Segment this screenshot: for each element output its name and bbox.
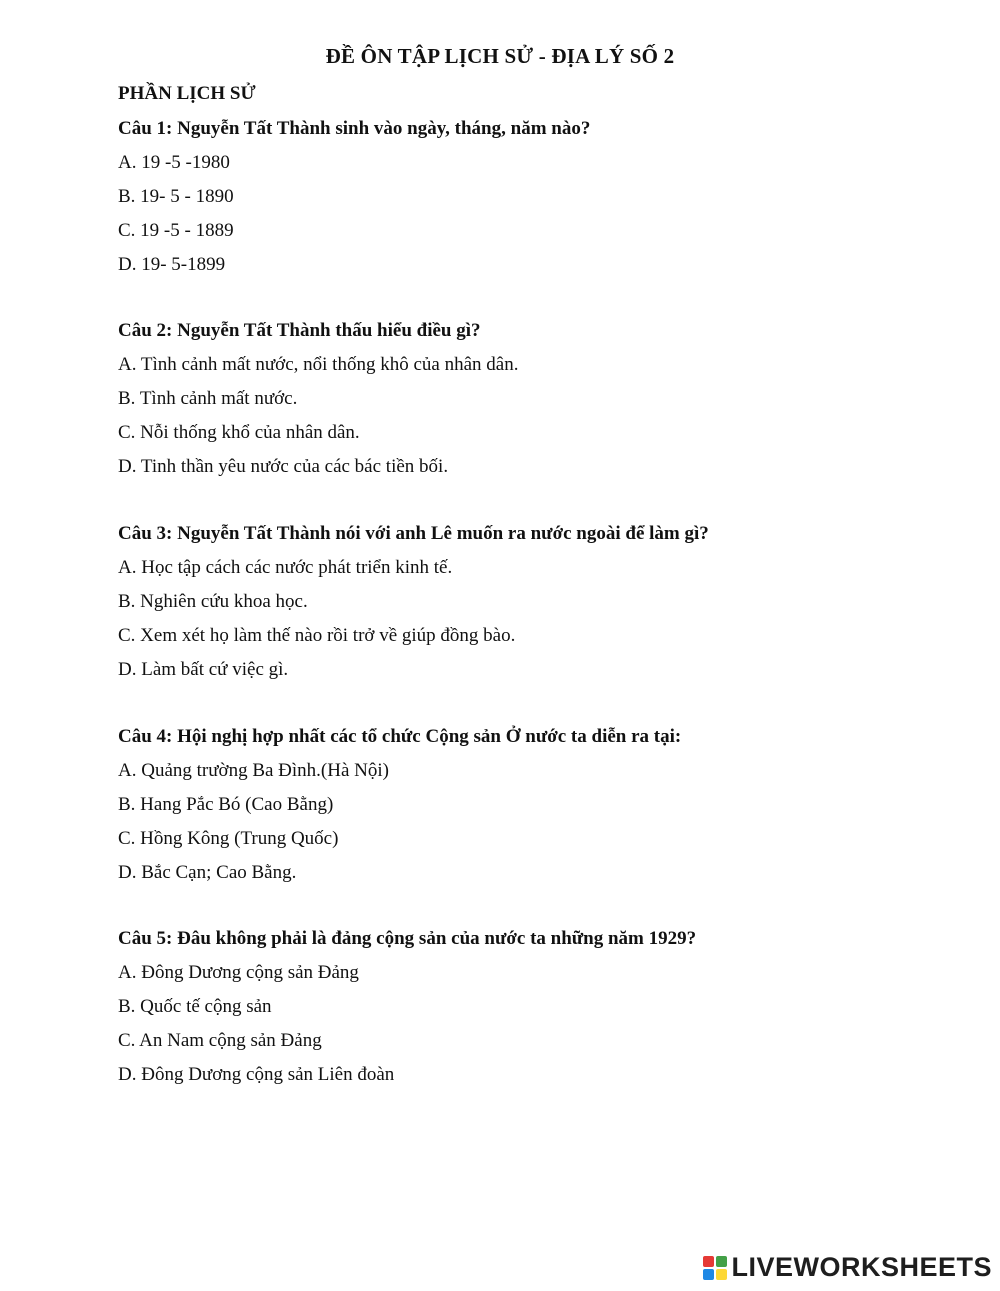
liveworksheets-watermark xyxy=(703,1252,992,1283)
question-2 xyxy=(118,314,518,484)
option-d: D. Tinh thần yêu nước của các bác tiền bối. xyxy=(118,456,449,477)
logo-square-icon xyxy=(716,1269,727,1280)
logo-square-icon xyxy=(703,1256,714,1267)
option-d: D. Làm bất cứ việc gì. xyxy=(118,659,289,680)
option-b: B. Tình cảnh mất nước. xyxy=(118,388,298,409)
question-text: Câu 3: Nguyễn Tất Thành nói với anh Lê muốn ra nước ngoài để làm gì? xyxy=(118,523,709,544)
question-text: Câu 2: Nguyễn Tất Thành thấu hiểu điều gì? xyxy=(118,320,481,341)
option-d: D. Đông Dương cộng sản Liên đoàn xyxy=(118,1064,395,1085)
option-c: C. 19 -5 - 1889 xyxy=(118,220,234,241)
logo-square-icon xyxy=(716,1256,727,1267)
option-b: B. Quốc tế cộng sản xyxy=(118,996,272,1017)
question-1 xyxy=(118,112,590,282)
option-b: B. Nghiên cứu khoa học. xyxy=(118,591,308,612)
option-a: A. Quảng trường Ba Đình.(Hà Nội) xyxy=(118,760,389,781)
document-title: ĐỀ ÔN TẬP LỊCH SỬ - ĐỊA LÝ SỐ 2 xyxy=(325,44,675,68)
question-text: Câu 5: Đâu không phải là đảng cộng sản của nước ta những năm 1929? xyxy=(118,928,697,949)
option-a: A. 19 -5 -1980 xyxy=(118,152,230,173)
option-c: C. Nỗi thống khổ của nhân dân. xyxy=(118,422,360,443)
option-a: A. Đông Dương cộng sản Đảng xyxy=(118,962,359,983)
question-text: Câu 4: Hội nghị hợp nhất các tổ chức Cộng sản Ở nước ta diễn ra tại: xyxy=(118,726,682,747)
option-c: C. Hồng Kông (Trung Quốc) xyxy=(118,828,339,849)
liveworksheets-logo-icon xyxy=(703,1256,727,1280)
watermark-text: LIVEWORKSHEETS xyxy=(731,1252,992,1282)
option-b: B. 19- 5 - 1890 xyxy=(118,186,234,207)
option-d: D. 19- 5-1899 xyxy=(118,254,226,275)
option-d: D. Bắc Cạn; Cao Bằng. xyxy=(118,862,297,883)
section-title: PHẦN LỊCH SỬ xyxy=(118,83,256,104)
question-text: Câu 1: Nguyễn Tất Thành sinh vào ngày, tháng, năm nào? xyxy=(118,118,591,139)
option-a: A. Học tập cách các nước phát triển kinh tế. xyxy=(118,557,453,578)
option-b: B. Hang Pắc Bó (Cao Bằng) xyxy=(118,794,334,815)
logo-square-icon xyxy=(703,1269,714,1280)
question-5 xyxy=(118,922,696,1092)
question-4 xyxy=(118,720,681,890)
option-c: C. Xem xét họ làm thế nào rồi trở về giúp đồng bào. xyxy=(118,625,516,646)
question-3 xyxy=(118,517,709,687)
option-a: A. Tình cảnh mất nước, nổi thống khô của nhân dân. xyxy=(118,354,519,375)
option-c: C. An Nam cộng sản Đảng xyxy=(118,1030,322,1051)
